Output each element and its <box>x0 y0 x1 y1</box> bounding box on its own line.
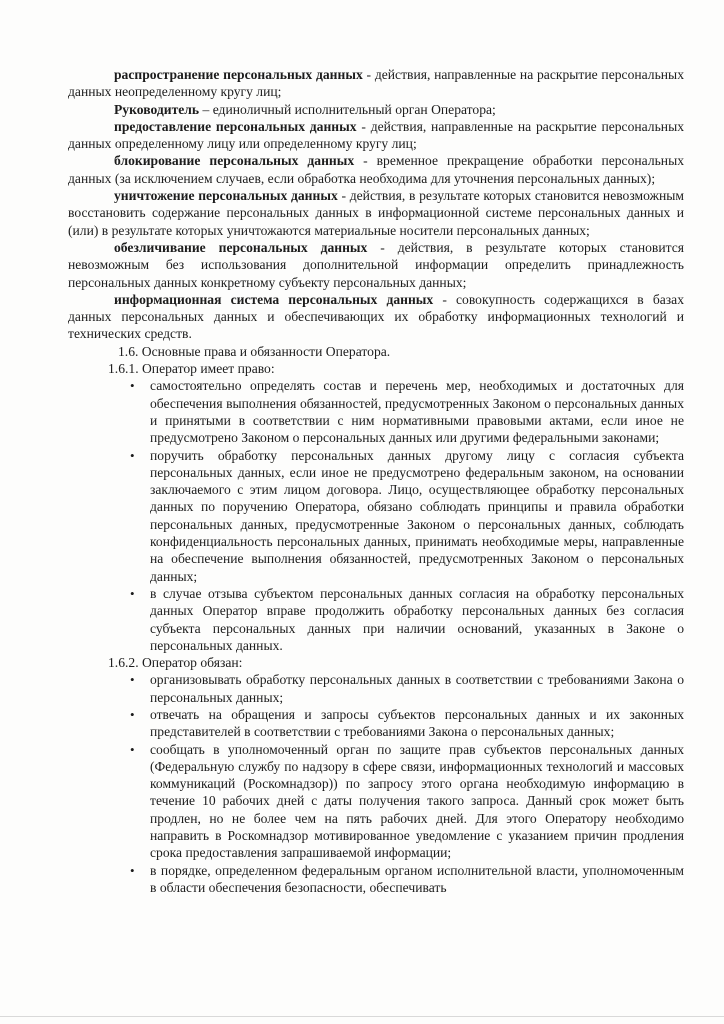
definition-term: информационная система персональных данных <box>114 291 434 307</box>
bullet-icon: • <box>130 706 135 722</box>
definition-separator: - <box>433 291 456 307</box>
definition-distribution <box>68 66 684 101</box>
definition-term: блокирование персональных данных <box>114 153 355 169</box>
definition-text: совокупность содержащихся в базах данных персональных данных и обеспечивающих их обработку информационных технологий и технических средств. <box>68 291 684 342</box>
definition-depersonalization <box>68 239 684 291</box>
definition-separator: – <box>199 101 213 117</box>
list-item <box>130 741 684 862</box>
scan-edge-divider <box>0 1016 724 1017</box>
bullet-icon: • <box>130 378 135 394</box>
list-item-text: отвечать на обращения и запросы субъектов персональных данных и их законных представителей в соответствии с требованиями Закона о персональных данных; <box>150 706 684 740</box>
definition-separator: - <box>354 153 377 169</box>
definition-term: Руководитель <box>114 101 200 117</box>
obligations-list <box>68 671 684 896</box>
list-item <box>130 447 684 585</box>
definition-blocking <box>68 152 684 187</box>
definition-separator: - <box>362 67 375 82</box>
list-item-text: в порядке, определенном федеральным органом исполнительной власти, уполномоченным в области обеспечения безопасности, обеспечивать <box>150 862 684 895</box>
definition-term: уничтожение персональных данных <box>114 188 338 204</box>
list-item-text: поручить обработку персональных данных другому лицу с согласия субъекта персональных данных, если иное не предусмотрено федеральным законом, на основании заключаемого с этим лицом договора. Лицо, осуществляющее обработку персональных данных по поручению Оператора, обязано соблюдать принципы и правила обработки персональных данных, предусмотренные Законом о персональных данных, соблюдать конфиденциальность персональных данных, принимать необходимые меры, направленные на обеспечение выполнения обязанностей, предусмотренных Законом о персональных данных; <box>150 447 684 584</box>
rights-list <box>68 377 684 654</box>
section-heading-1-6: 1.6. Основные права и обязанности Оператора. <box>118 343 391 359</box>
list-item <box>130 706 684 741</box>
bullet-icon: • <box>130 862 135 878</box>
definition-destruction <box>68 187 684 239</box>
definition-text: временное прекращение обработки персональных данных (за исключением случаев, если обработка необходима для уточнения персональных данных); <box>68 153 685 186</box>
definition-separator: - <box>356 118 371 134</box>
bullet-icon: • <box>130 672 135 688</box>
definition-term: обезличивание персональных данных <box>114 239 368 255</box>
definition-term: предоставление персональных данных <box>114 118 357 134</box>
definition-text: действия, в результате которых становится невозможным без использования дополнительной информации определить принадлежность персональных данных конкретному субъекту персональных данных; <box>68 239 684 290</box>
definition-text: действия, в результате которых становится невозможным восстановить содержание персональных данных в информационной системе персональных данных и (или) в результате которых уничтожаются материальные носители персональных данных; <box>68 188 684 238</box>
list-item <box>130 585 684 654</box>
list-item-text: самостоятельно определять состав и перечень мер, необходимых и достаточных для обеспечения выполнения обязанностей, предусмотренных Законом о персональных данных и принятыми в соответствии с ним нормативными правовыми актами, если иное не предусмотрено Законом о персональных данных или другими федеральными законами; <box>150 378 684 446</box>
bullet-icon: • <box>130 585 135 601</box>
section-heading-1-6-1: 1.6.1. Оператор имеет право: <box>108 361 275 377</box>
bullet-icon: • <box>130 741 135 757</box>
definition-text: действия, направленные на раскрытие персональных данных неопределенному кругу лиц; <box>68 67 684 100</box>
definition-head <box>68 101 684 118</box>
bullet-icon: • <box>130 447 135 463</box>
definition-text: действия, направленные на раскрытие персональных данных определенному лицу или определенному кругу лиц; <box>68 118 684 152</box>
list-item-text: в случае отзыва субъектом персональных данных согласия на обработку персональных данных Оператор вправе продолжить обработку персональных данных без согласия субъекта персональных данных при наличии оснований, указанных в Законе о персональных данных. <box>150 585 684 653</box>
list-item-text: сообщать в уполномоченный орган по защите прав субъектов персональных данных (Федеральную службу по надзору в сфере связи, информационных технологий и массовых коммуникаций (Роскомнадзор)) по запросу этого органа необходимую информацию в течение 10 рабочих дней с даты получения такого запроса. Данный срок может быть продлен, но не более чем на пять рабочих дней. Для этого Оператору необходимо направить в Роскомнадзор мотивированное уведомление с указанием причин продления срока предоставления запрашиваемой информации; <box>150 741 684 861</box>
list-item <box>130 671 684 706</box>
list-item <box>130 377 684 446</box>
list-item <box>130 862 684 897</box>
definition-provision <box>68 118 684 153</box>
definition-separator: - <box>367 239 398 255</box>
definition-information-system <box>68 291 684 343</box>
definition-text: единоличный исполнительный орган Оператора; <box>212 101 496 117</box>
list-item-text: организовывать обработку персональных данных в соответствии с требованиями Закона о персональных данных; <box>150 672 684 705</box>
definition-term: распространение персональных данных <box>114 67 363 82</box>
definition-separator: - <box>337 188 350 204</box>
section-heading-1-6-2: 1.6.2. Оператор обязан: <box>108 655 243 671</box>
